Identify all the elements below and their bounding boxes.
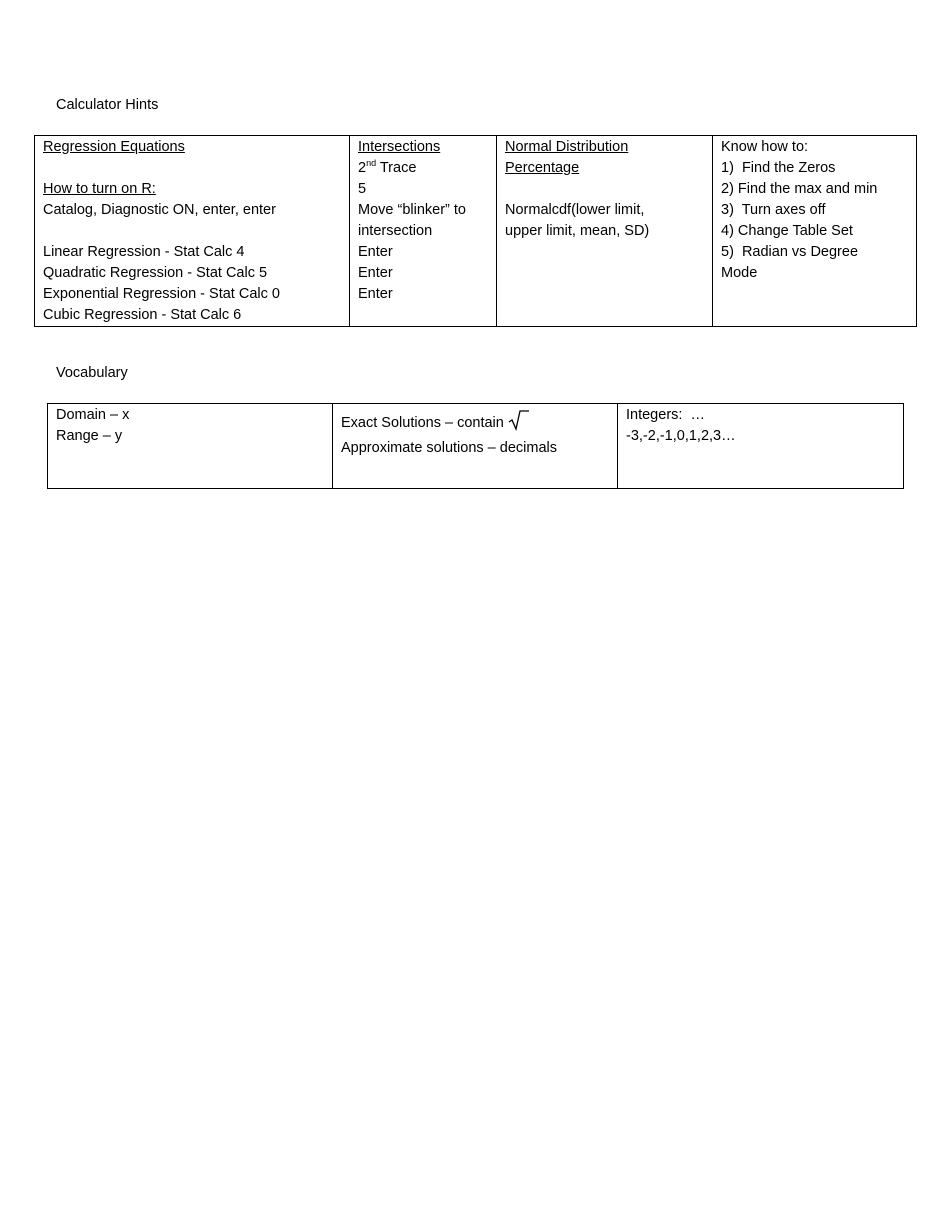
know-how-cell — [713, 136, 917, 327]
normal-distribution-cell — [497, 136, 713, 327]
normal-distribution-heading: Percentage — [505, 160, 580, 176]
vocabulary-row — [48, 404, 904, 489]
intersections-cell — [350, 136, 497, 327]
integers-cell — [618, 404, 904, 489]
normal-distribution-formula: Normalcdf(lower limit, — [505, 202, 645, 218]
normal-distribution-formula: upper limit, mean, SD) — [505, 223, 650, 239]
vocabulary-heading: Vocabulary — [56, 365, 128, 381]
normal-distribution-heading: Normal Distribution — [505, 139, 629, 155]
intersections-step — [358, 158, 488, 179]
intersections-step: Enter — [358, 286, 393, 302]
know-how-heading: Know how to: — [721, 139, 809, 155]
regression-cell — [35, 136, 350, 327]
regression-heading: Regression Equations — [43, 139, 185, 155]
intersections-step: Move “blinker” to — [358, 202, 466, 218]
step-text: Trace — [376, 160, 417, 176]
domain-range-cell — [48, 404, 333, 489]
regression-item: Quadratic Regression - Stat Calc 5 — [43, 265, 268, 281]
know-how-item: 2) Find the max and min — [721, 181, 878, 197]
intersections-heading: Intersections — [358, 139, 441, 155]
regression-item: Exponential Regression - Stat Calc 0 — [43, 286, 280, 302]
regression-item: Linear Regression - Stat Calc 4 — [43, 244, 245, 260]
exact-solutions-text: Exact Solutions – contain — [341, 415, 504, 431]
step-number: 2 — [358, 160, 367, 176]
know-how-item: 4) Change Table Set — [721, 223, 853, 239]
intersections-step: intersection — [358, 223, 433, 239]
vocabulary-table — [47, 403, 904, 489]
intersections-step: Enter — [358, 244, 393, 260]
intersections-step: 5 — [358, 181, 367, 197]
know-how-item: Mode — [721, 265, 758, 281]
intersections-step: Enter — [358, 265, 393, 281]
vocab-term: Integers: … — [626, 407, 705, 423]
calculator-hints-heading: Calculator Hints — [56, 97, 159, 113]
spacer — [505, 179, 704, 200]
spacer — [43, 221, 341, 242]
spacer — [43, 158, 341, 179]
vocab-term: Approximate solutions – decimals — [341, 440, 557, 456]
know-how-item: 1) Find the Zeros — [721, 160, 836, 176]
square-root-icon — [508, 409, 530, 438]
vocab-term: Domain – x — [56, 407, 130, 423]
know-how-item: 5) Radian vs Degree — [721, 244, 859, 260]
know-how-item: 3) Turn axes off — [721, 202, 826, 218]
vocab-term — [341, 409, 609, 438]
vocab-term: -3,-2,-1,0,1,2,3… — [626, 428, 736, 444]
vocab-term: Range – y — [56, 428, 123, 444]
ordinal-suffix: nd — [366, 158, 377, 169]
regression-item: Cubic Regression - Stat Calc 6 — [43, 307, 242, 323]
calculator-hints-row — [35, 136, 917, 327]
solutions-cell — [333, 404, 618, 489]
calculator-hints-table — [34, 135, 917, 327]
regression-subheading: How to turn on R: — [43, 181, 156, 197]
regression-instructions: Catalog, Diagnostic ON, enter, enter — [43, 202, 276, 218]
